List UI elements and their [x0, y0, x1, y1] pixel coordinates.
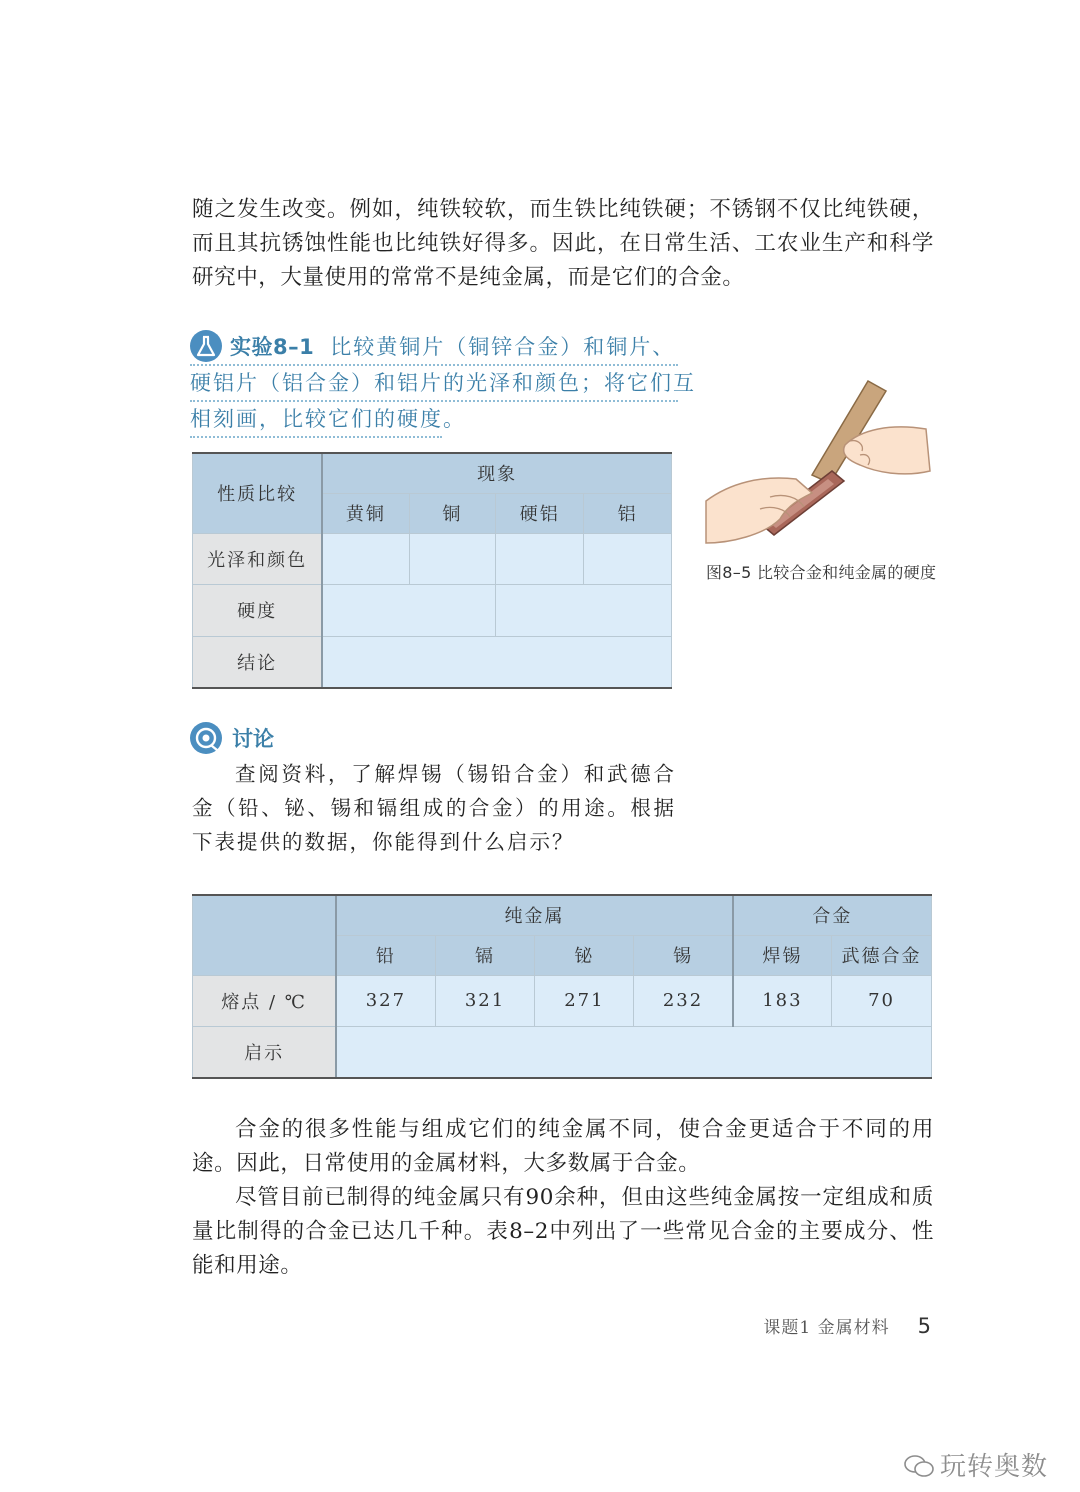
- paragraph-alloy-count: 尽管目前已制得的纯金属只有90余种，但由这些纯金属按一定组成和质量比制得的合金已达几千种。表8–2中列出了一些常见合金的主要成分、性能和用途。: [192, 1185, 934, 1278]
- column-header: 镉: [435, 935, 535, 975]
- table-cell: [496, 584, 672, 636]
- experiment-block: [190, 330, 696, 438]
- melting-point-table: [192, 894, 932, 1079]
- table-group-header: 现象: [322, 453, 671, 493]
- table-cell: 232: [634, 975, 733, 1026]
- column-header: 铜: [409, 493, 496, 533]
- experiment-line-2: 硬铝片（铝合金）和铝片的光泽和颜色；将它们互: [190, 366, 678, 402]
- intro-paragraph: 随之发生改变。例如，纯铁较软，而生铁比纯铁硬；不锈钢不仅比纯铁硬，而且其抗锈蚀性能也比纯铁好得多。因此，在日常生活、工农业生产和科学研究中，大量使用的常常不是纯金属，而是它们的合金。: [192, 197, 934, 290]
- column-header: 铝: [584, 493, 672, 533]
- watermark: [904, 1446, 1048, 1483]
- watermark-text: 玩转奥数: [939, 1452, 1048, 1482]
- experiment-title: 实验8–1: [230, 335, 315, 359]
- experiment-line-3: 相刻画，比较它们的硬度。: [190, 402, 442, 438]
- column-header: 焊锡: [733, 935, 832, 975]
- row-header: 启示: [193, 1026, 337, 1078]
- column-header: 武德合金: [832, 935, 932, 975]
- table-corner-header: 性质比较: [193, 453, 323, 533]
- row-header: 结论: [193, 636, 323, 688]
- row-header: 熔点 / ℃: [193, 975, 337, 1026]
- column-header: 硬铝: [496, 493, 584, 533]
- chapter-label: 课题1 金属材料: [763, 1318, 890, 1338]
- row-header: 光泽和颜色: [193, 533, 323, 584]
- table-corner-header: [193, 895, 337, 975]
- figure-caption: 图8–5 比较合金和纯金属的硬度: [706, 563, 937, 582]
- paragraph-alloy-properties: 合金的很多性能与组成它们的纯金属不同，使合金更适合于不同的用途。因此，日常使用的金属材料，大多数属于合金。: [192, 1117, 934, 1176]
- wechat-icon: [904, 1454, 934, 1478]
- figure-hardness-illustration: [700, 375, 936, 550]
- table-cell: 183: [733, 975, 832, 1026]
- comparison-table: [192, 452, 672, 689]
- experiment-line-1: 比较黄铜片（铜锌合金）和铜片、: [330, 335, 676, 359]
- group-header-pure: 纯金属: [336, 895, 733, 935]
- table-cell: 271: [535, 975, 634, 1026]
- discussion-text: 查阅资料，了解焊锡（锡铅合金）和武德合金（铅、铋、锡和镉组成的合金）的用途。根据下表提供的数据，你能得到什么启示？: [192, 762, 676, 854]
- table-cell: [322, 636, 671, 688]
- page-footer: [763, 1313, 932, 1338]
- flask-icon: [190, 330, 222, 362]
- page-number: 5: [917, 1314, 932, 1338]
- discussion-heading: [190, 722, 274, 754]
- table-cell: [322, 584, 496, 636]
- discussion-title: 讨论: [232, 727, 274, 751]
- group-header-alloy: 合金: [733, 895, 932, 935]
- column-header: 铅: [336, 935, 435, 975]
- column-header: 铋: [535, 935, 634, 975]
- table-cell: 70: [832, 975, 932, 1026]
- table-cell: [336, 1026, 931, 1078]
- discussion-icon: [190, 722, 222, 754]
- column-header: 黄铜: [322, 493, 409, 533]
- table-cell: 321: [435, 975, 535, 1026]
- table-cell: 327: [336, 975, 435, 1026]
- table-cell: [584, 533, 672, 584]
- table-cell: [409, 533, 496, 584]
- row-header: 硬度: [193, 584, 323, 636]
- table-cell: [496, 533, 584, 584]
- column-header: 锡: [634, 935, 733, 975]
- table-cell: [322, 533, 409, 584]
